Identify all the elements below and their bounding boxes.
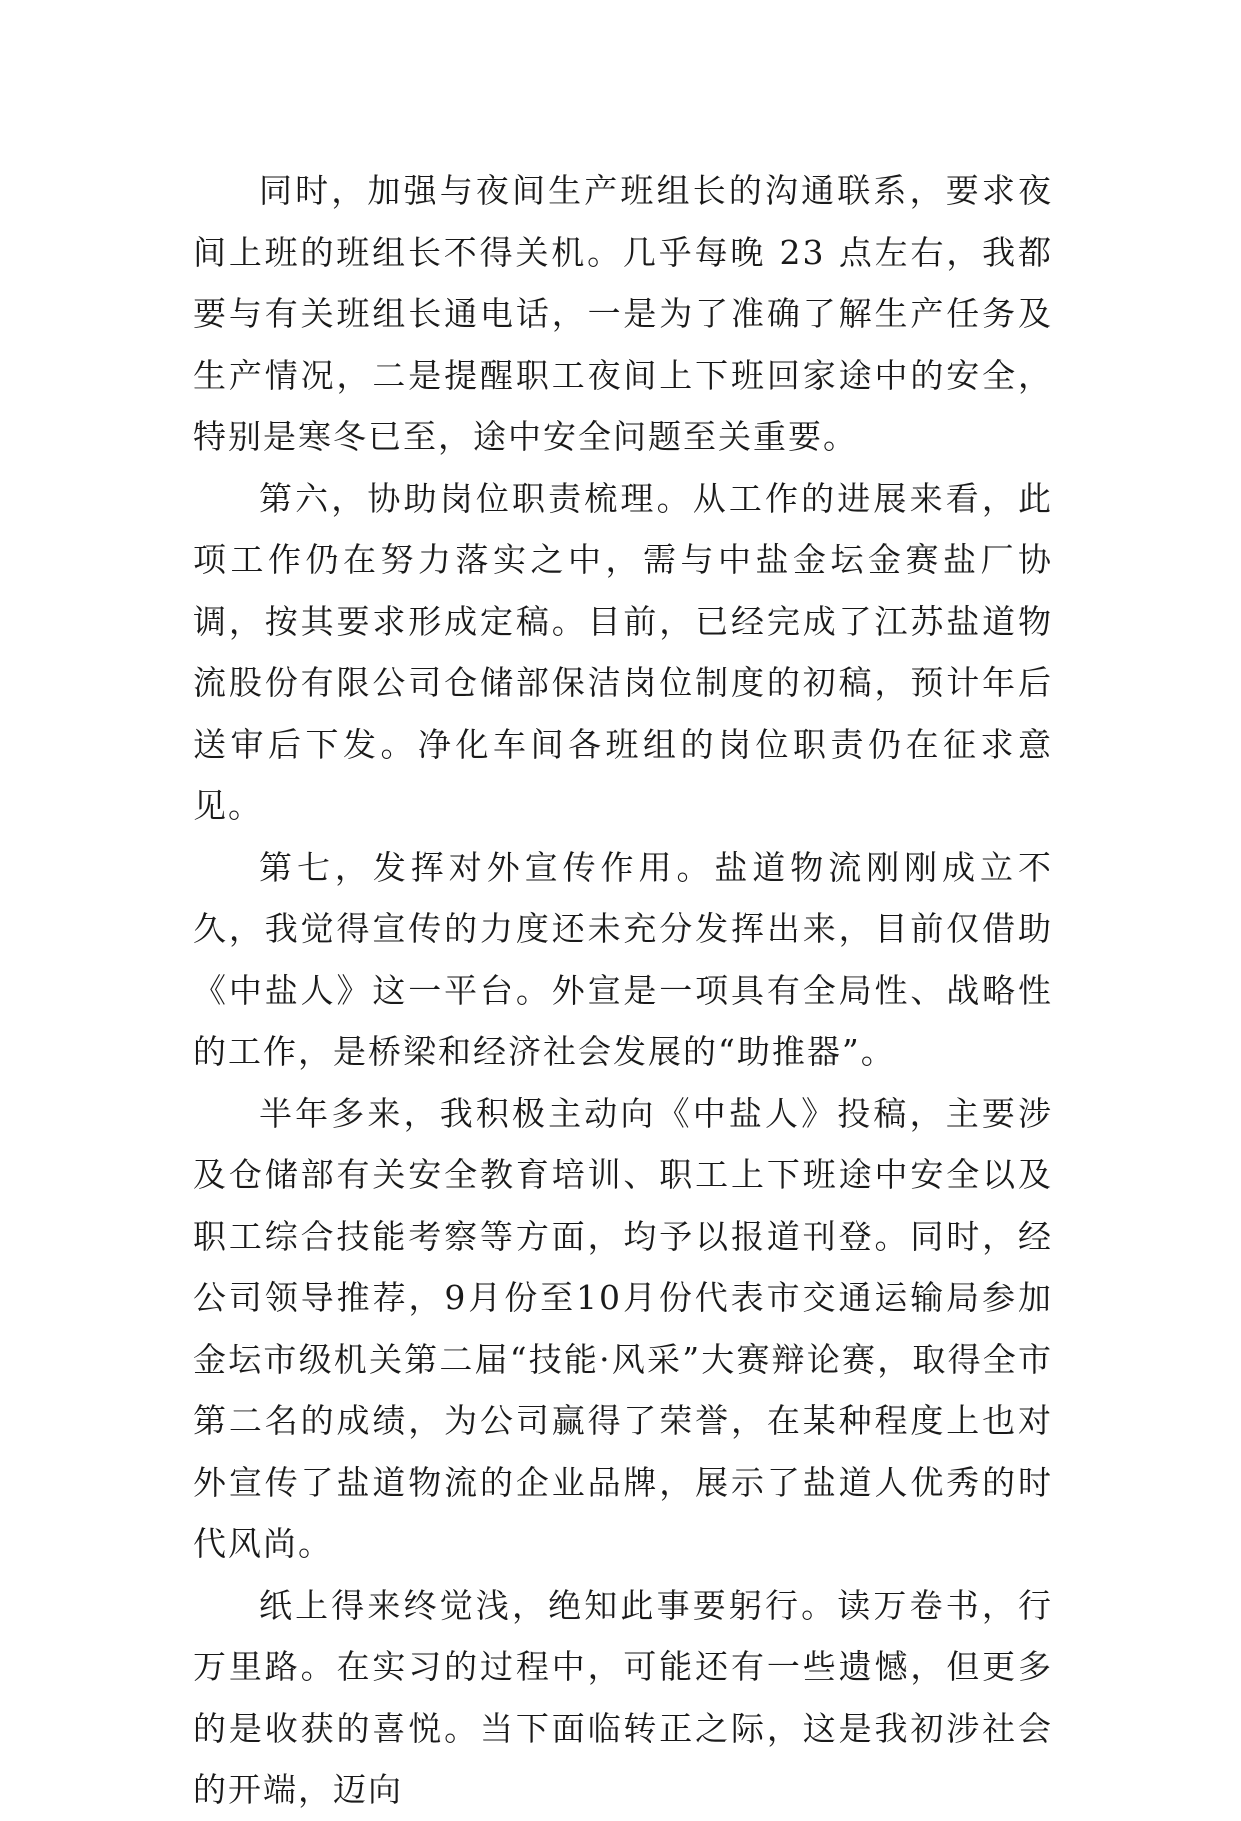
- paragraph-job-duties: 第六，协助岗位职责梳理。从工作的进展来看，此项工作仍在努力落实之中，需与中盐金坛金赛盐厂协调，按其要求形成定稿。目前，已经完成了江苏盐道物流股份有限公司仓储部保洁岗位制度的初稿，预计年后送审后下发。净化车间各班组的岗位职责仍在征求意见。: [193, 478, 1053, 825]
- paragraph-night-shift-communication: 同时，加强与夜间生产班组长的沟通联系，要求夜间上班的班组长不得关机。几乎每晚 23 点左右，我都要与有关班组长通电话，一是为了准确了解生产任务及生产情况，二是提醒职工夜间上下班回家途中的安全，特别是寒冬已至，途中安全问题至关重要。: [193, 171, 1053, 456]
- document-body: [193, 160, 1053, 1821]
- paragraph-reflection: 纸上得来终觉浅，绝知此事要躬行。读万卷书，行万里路。在实习的过程中，可能还有一些遗憾，但更多的是收获的喜悦。当下面临转正之际，这是我初涉社会的开端，迈向: [193, 1585, 1053, 1809]
- paragraph-contributions: 半年多来，我积极主动向《中盐人》投稿，主要涉及仓储部有关安全教育培训、职工上下班途中安全以及职工综合技能考察等方面，均予以报道刊登。同时，经公司领导推荐，9月份至10月份代表市交通运输局参加金坛市级机关第二届“技能·风采”大赛辩论赛，取得全市第二名的成绩，为公司赢得了荣誉，在某种程度上也对外宣传了盐道物流的企业品牌，展示了盐道人优秀的时代风尚。: [193, 1093, 1053, 1563]
- paragraph-publicity: 第七，发挥对外宣传作用。盐道物流刚刚成立不久，我觉得宣传的力度还未充分发挥出来，目前仅借助《中盐人》这一平台。外宣是一项具有全局性、战略性的工作，是桥梁和经济社会发展的“助推器”。: [193, 847, 1053, 1071]
